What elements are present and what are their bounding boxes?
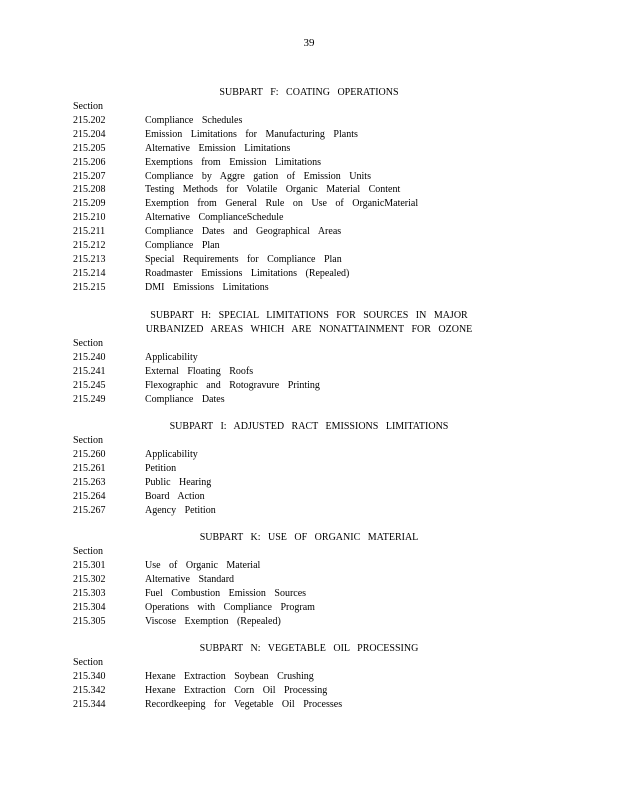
section-number: 215.210 xyxy=(73,212,106,224)
section-entry xyxy=(0,183,618,197)
section-title: Testing Methods for Volatile Organic Material Content xyxy=(145,184,401,196)
section-entry xyxy=(0,448,618,462)
section-entry xyxy=(0,670,618,684)
section-number: 215.263 xyxy=(73,476,106,488)
section-entry xyxy=(0,684,618,698)
section-entry xyxy=(0,698,618,712)
section-title: Fuel Combustion Emission Sources xyxy=(145,587,307,599)
section-label: Section xyxy=(73,435,103,446)
subpart-heading-line: SUBPART K: USE OF ORGANIC MATERIAL xyxy=(199,532,419,543)
subpart-i xyxy=(0,420,618,517)
section-list xyxy=(0,114,618,295)
section-entry xyxy=(0,379,618,393)
subpart-k xyxy=(0,531,618,628)
section-entry xyxy=(0,253,618,267)
section-title: Board Action xyxy=(145,490,205,502)
section-entry xyxy=(0,170,618,184)
section-title: Flexographic and Rotogravure Printing xyxy=(145,379,320,391)
subpart-heading xyxy=(0,309,618,337)
section-title: Applicability xyxy=(145,352,198,363)
section-entry xyxy=(0,128,618,142)
section-number: 215.204 xyxy=(73,128,106,140)
section-title: Emission Limitations for Manufacturing Plants xyxy=(145,128,358,140)
section-number: 215.303 xyxy=(73,587,106,599)
section-entry xyxy=(0,267,618,281)
section-number: 215.249 xyxy=(73,393,106,405)
section-title: Hexane Extraction Corn Oil Processing xyxy=(145,684,328,696)
section-list xyxy=(0,670,618,712)
section-list xyxy=(0,559,618,628)
subpart-f xyxy=(0,86,618,295)
section-entry xyxy=(0,239,618,253)
section-entry xyxy=(0,197,618,211)
section-number: 215.261 xyxy=(73,462,106,474)
section-number: 215.241 xyxy=(73,365,106,377)
section-list xyxy=(0,448,618,517)
section-title: Recordkeeping for Vegetable Oil Processes xyxy=(145,698,343,710)
section-entry xyxy=(0,573,618,587)
section-number: 215.205 xyxy=(73,142,106,154)
section-title: Use of Organic Material xyxy=(145,560,261,571)
section-title: Exemptions from Emission Limitations xyxy=(145,156,322,168)
section-entry xyxy=(0,225,618,239)
section-entry xyxy=(0,504,618,518)
section-title: Alternative ComplianceSchedule xyxy=(145,212,284,224)
subpart-heading xyxy=(0,531,618,545)
section-number: 215.245 xyxy=(73,379,106,391)
section-title: Roadmaster Emissions Limitations (Repealed) xyxy=(145,267,350,279)
section-list xyxy=(0,351,618,407)
subpart-heading-line: SUBPART N: VEGETABLE OIL PROCESSING xyxy=(199,643,419,654)
section-title: Viscose Exemption (Repealed) xyxy=(145,615,281,627)
section-number: 215.305 xyxy=(73,615,106,627)
subpart-heading-line: SUBPART F: COATING OPERATIONS xyxy=(219,87,399,98)
section-label: Section xyxy=(73,338,103,349)
section-number: 215.342 xyxy=(73,684,106,696)
section-number: 215.214 xyxy=(73,267,106,279)
section-title: Compliance Dates and Geographical Areas xyxy=(145,226,342,238)
section-entry xyxy=(0,156,618,170)
section-title: Alternative Standard xyxy=(145,573,235,585)
section-label: Section xyxy=(73,546,103,557)
section-number: 215.340 xyxy=(73,671,106,682)
section-title: Compliance by Aggre gation of Emission Units xyxy=(145,170,371,182)
subpart-heading-line: URBANIZED AREAS WHICH ARE NONATTAINMENT FOR OZONE xyxy=(145,324,473,335)
section-entry xyxy=(0,559,618,573)
subpart-heading-line: SUBPART I: ADJUSTED RACT EMISSIONS LIMITATIONS xyxy=(169,421,449,432)
section-entry xyxy=(0,142,618,156)
subpart-n xyxy=(0,642,618,712)
section-title: Alternative Emission Limitations xyxy=(145,142,291,154)
section-entry xyxy=(0,393,618,407)
section-title: External Floating Roofs xyxy=(145,365,254,377)
section-number: 215.212 xyxy=(73,240,106,252)
section-entry xyxy=(0,114,618,128)
section-title: DMI Emissions Limitations xyxy=(145,281,269,293)
section-number: 215.207 xyxy=(73,170,106,182)
section-title: Compliance Schedules xyxy=(145,115,243,126)
section-entry xyxy=(0,281,618,295)
section-entry xyxy=(0,462,618,476)
section-number: 215.304 xyxy=(73,601,106,613)
section-title: Compliance Plan xyxy=(145,240,220,252)
subpart-heading-line: SUBPART H: SPECIAL LIMITATIONS FOR SOURCES IN MAJOR xyxy=(150,310,468,321)
section-title: Compliance Dates xyxy=(145,393,225,405)
section-entry xyxy=(0,211,618,225)
section-number: 215.206 xyxy=(73,156,106,168)
section-number: 215.260 xyxy=(73,449,106,460)
section-number: 215.344 xyxy=(73,698,106,710)
section-title: Petition xyxy=(145,462,177,474)
subpart-heading xyxy=(0,86,618,100)
section-title: Applicability xyxy=(145,449,198,460)
section-number: 215.213 xyxy=(73,253,106,265)
section-number: 215.301 xyxy=(73,560,106,571)
section-label: Section xyxy=(73,657,103,668)
section-title: Hexane Extraction Soybean Crushing xyxy=(145,671,314,682)
section-number: 215.264 xyxy=(73,490,106,502)
section-number: 215.302 xyxy=(73,573,106,585)
section-number: 215.202 xyxy=(73,115,106,126)
subpart-heading xyxy=(0,642,618,656)
section-title: Special Requirements for Compliance Plan xyxy=(145,253,342,265)
section-number: 215.211 xyxy=(73,226,106,238)
section-label: Section xyxy=(73,101,103,112)
section-entry xyxy=(0,587,618,601)
subpart-h xyxy=(0,309,618,407)
section-number: 215.240 xyxy=(73,352,106,363)
section-entry xyxy=(0,351,618,365)
section-number: 215.215 xyxy=(73,281,106,293)
subpart-heading xyxy=(0,420,618,434)
section-title: Operations with Compliance Program xyxy=(145,601,315,613)
section-title: Exemption from General Rule on Use of OrganicMaterial xyxy=(145,198,419,210)
section-number: 215.209 xyxy=(73,198,106,210)
section-entry xyxy=(0,365,618,379)
page-number: 39 xyxy=(303,37,315,49)
section-entry xyxy=(0,601,618,615)
section-entry xyxy=(0,476,618,490)
section-entry xyxy=(0,490,618,504)
section-number: 215.208 xyxy=(73,184,106,196)
section-title: Public Hearing xyxy=(145,476,212,488)
section-title: Agency Petition xyxy=(145,504,216,516)
section-entry xyxy=(0,615,618,629)
section-number: 215.267 xyxy=(73,504,106,516)
